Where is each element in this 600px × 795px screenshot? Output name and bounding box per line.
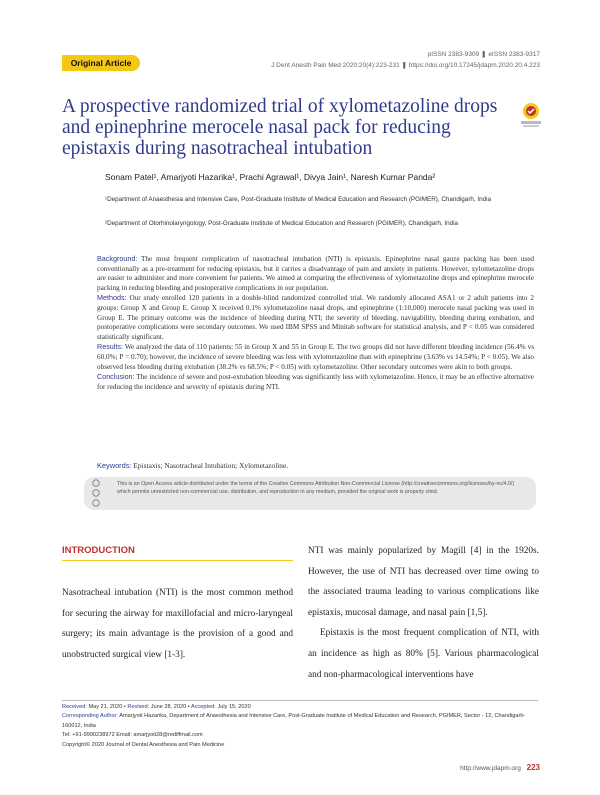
check-for-updates-icon[interactable] <box>516 100 546 130</box>
received-date: May 21, 2020 <box>88 704 123 710</box>
results-label: Results: <box>97 342 123 352</box>
conclusion-text: The incidence of severe and post-extubation bleeding was significantly less with xylometazoline. Hence, it may be an effective alternative for reducing the incidence and severity of epistaxis during NTI. <box>97 373 534 391</box>
contact-line: Tel: +91-9990238972 Email: amarjyoti28@rediffmail.com <box>62 732 203 739</box>
affiliation-1: ¹Department of Anaesthesia and Intensive Care, Post-Graduate Institute of Medical Education and Research (PGIMER), Chandigarh, India <box>105 196 492 203</box>
page-footer <box>460 763 540 772</box>
citation-doi-line[interactable]: J Dent Anesth Pain Med 2020;20(4):223-231 ❚ https://doi.org/10.17245/jdapm.2020.20.4.223 <box>271 62 540 69</box>
accepted-date: July 15, 2020 <box>217 704 251 710</box>
footnote-divider <box>62 700 538 701</box>
abstract-methods <box>97 293 534 342</box>
revised-label: Revised: <box>127 704 150 710</box>
affiliation-2: ²Department of Otorhinolaryngology, Post-Graduate Institute of Medical Education and Research (PGIMER), Chandigarh, India <box>105 220 459 227</box>
intro-paragraph-1: Nasotracheal intubation (NTI) is the most common method for securing the airway for maxillofacial and micro-laryngeal surgery; its main advantage is the provision of a good and unobstructed surgical view [1-3]. <box>62 588 293 660</box>
license-text: This is an Open Access article distributed under the terms of the Creative Commons Attribution Non-Commercial License (http://creativecommons.org/licenses/by-nc/4.0/) which permits unrestricted non-commercial use, distribution, and reproduction in any medium, provided the original work is properly cited. <box>117 481 515 496</box>
methods-text: Our study enrolled 120 patients in a double-blind randomized controlled trial. We randomly allocated ASA1 or 2 adult patients into 2 groups: Group X and Group E. Group X received 0.1% xylometazoline nasal drops, and epinephrine (1:10,000) merocele nasal packing was used in Group E. The primary outcome was the incidence of bleeding during NTI; the severity of bleeding, navigability, bleeding during extubation, and postoperative complications were secondary outcomes. We used IBM SPSS and Minitab software for statistical analysis, and P < 0.05 was considered statistically significant. <box>97 294 534 341</box>
abstract-results <box>97 342 534 372</box>
intro-paragraph-2: NTI was mainly popularized by Magill [4] in the 1920s. However, the use of NTI has decreased over time owing to the associated trauma leading to various complications like epistaxis, mucosal damage, and nasal pain [1,5]. <box>308 546 539 618</box>
corresponding-label: Corresponding Author: <box>62 713 118 720</box>
conclusion-label: Conclusion: <box>97 372 135 382</box>
footnotes <box>62 703 538 750</box>
background-label: Background: <box>97 254 138 263</box>
keywords-label: Keywords: <box>97 461 132 470</box>
page-number: 223 <box>526 763 540 772</box>
article-title: A prospective randomized trial of xylometazoline drops and epinephrine merocele nasal pack for reducing epistaxis during nasotracheal intubation <box>62 96 498 159</box>
corresponding-author <box>62 712 538 731</box>
intro-right-column <box>308 541 539 685</box>
dates-line: Received: May 21, 2020 • Revised: June 28, 2020 • Accepted: July 15, 2020 <box>62 704 251 710</box>
background-text: The most frequent complication of nasotracheal intubation (NTI) is epistaxis. Epinephrine nasal gauze packing has been used conventionally as a pre-treatment for reducing epistaxis, but it carries a disadvantage of pain and anxiety in patients. However, xylometazoline drops are easier to administer and more convenient for patients. We aimed at comparing the effectiveness of xylometazoline drops and epinephrine merocele packing in reducing bleeding and postoperative complications in our population. <box>97 255 534 292</box>
accepted-label: Accepted: <box>190 704 216 710</box>
copyright-line: Copyright© 2020 Journal of Dental Anesthesia and Pain Medicine <box>62 741 225 748</box>
received-label: Received: <box>62 704 87 710</box>
creative-commons-icon <box>90 478 102 508</box>
heading-divider <box>62 560 293 561</box>
revised-date: June 28, 2020 <box>150 704 187 710</box>
keywords-text: Epistaxis; Nasotracheal Intubation; Xylometazoline. <box>133 461 289 470</box>
journal-issn-block <box>271 49 540 71</box>
abstract-background <box>97 254 534 293</box>
intro-paragraph-3: Epistaxis is the most frequent complication of NTI, with an incidence as high as 80% [5]. Various pharmacological and non-pharmacological interventions have <box>308 628 539 680</box>
methods-label: Methods: <box>97 293 127 303</box>
issn-line: pISSN 2383-9309 ❚ eISSN 2383-9317 <box>427 51 540 58</box>
abstract <box>97 254 534 392</box>
results-text: We analyzed the data of 110 patients: 55 in Group X and 55 in Group E. The two groups did not have different bleeding incidence (56.4% vs 60.0%; P = 0.70); however, the incidence of severe bleeding was less with xylometazoline than with epinephrine (3.63% vs 14.54%; P < 0.05). We also observed less bleeding during extubation (38.2% vs 68.5%; P < 0.05) with xylometazoline. Other secondary outcomes were akin to both groups. <box>97 343 534 371</box>
section-heading-introduction: INTRODUCTION <box>62 545 135 556</box>
corresponding-text: Amarjyoti Hazarika, Department of Anaesthesia and Intensive Care, Post-Graduate Institute of Medical Education and Research, PGIMER, Sector - 12, Chandigarh-160012, India <box>62 713 526 729</box>
journal-url-link[interactable]: http://www.jdapm.org <box>460 765 521 772</box>
keywords <box>97 461 534 470</box>
article-type-badge: Original Article <box>62 55 140 71</box>
abstract-conclusion <box>97 372 534 392</box>
author-list: Sonam Patel¹, Amarjyoti Hazarika¹, Prachi Agrawal¹, Divya Jain¹, Naresh Kumar Panda² <box>105 172 436 182</box>
